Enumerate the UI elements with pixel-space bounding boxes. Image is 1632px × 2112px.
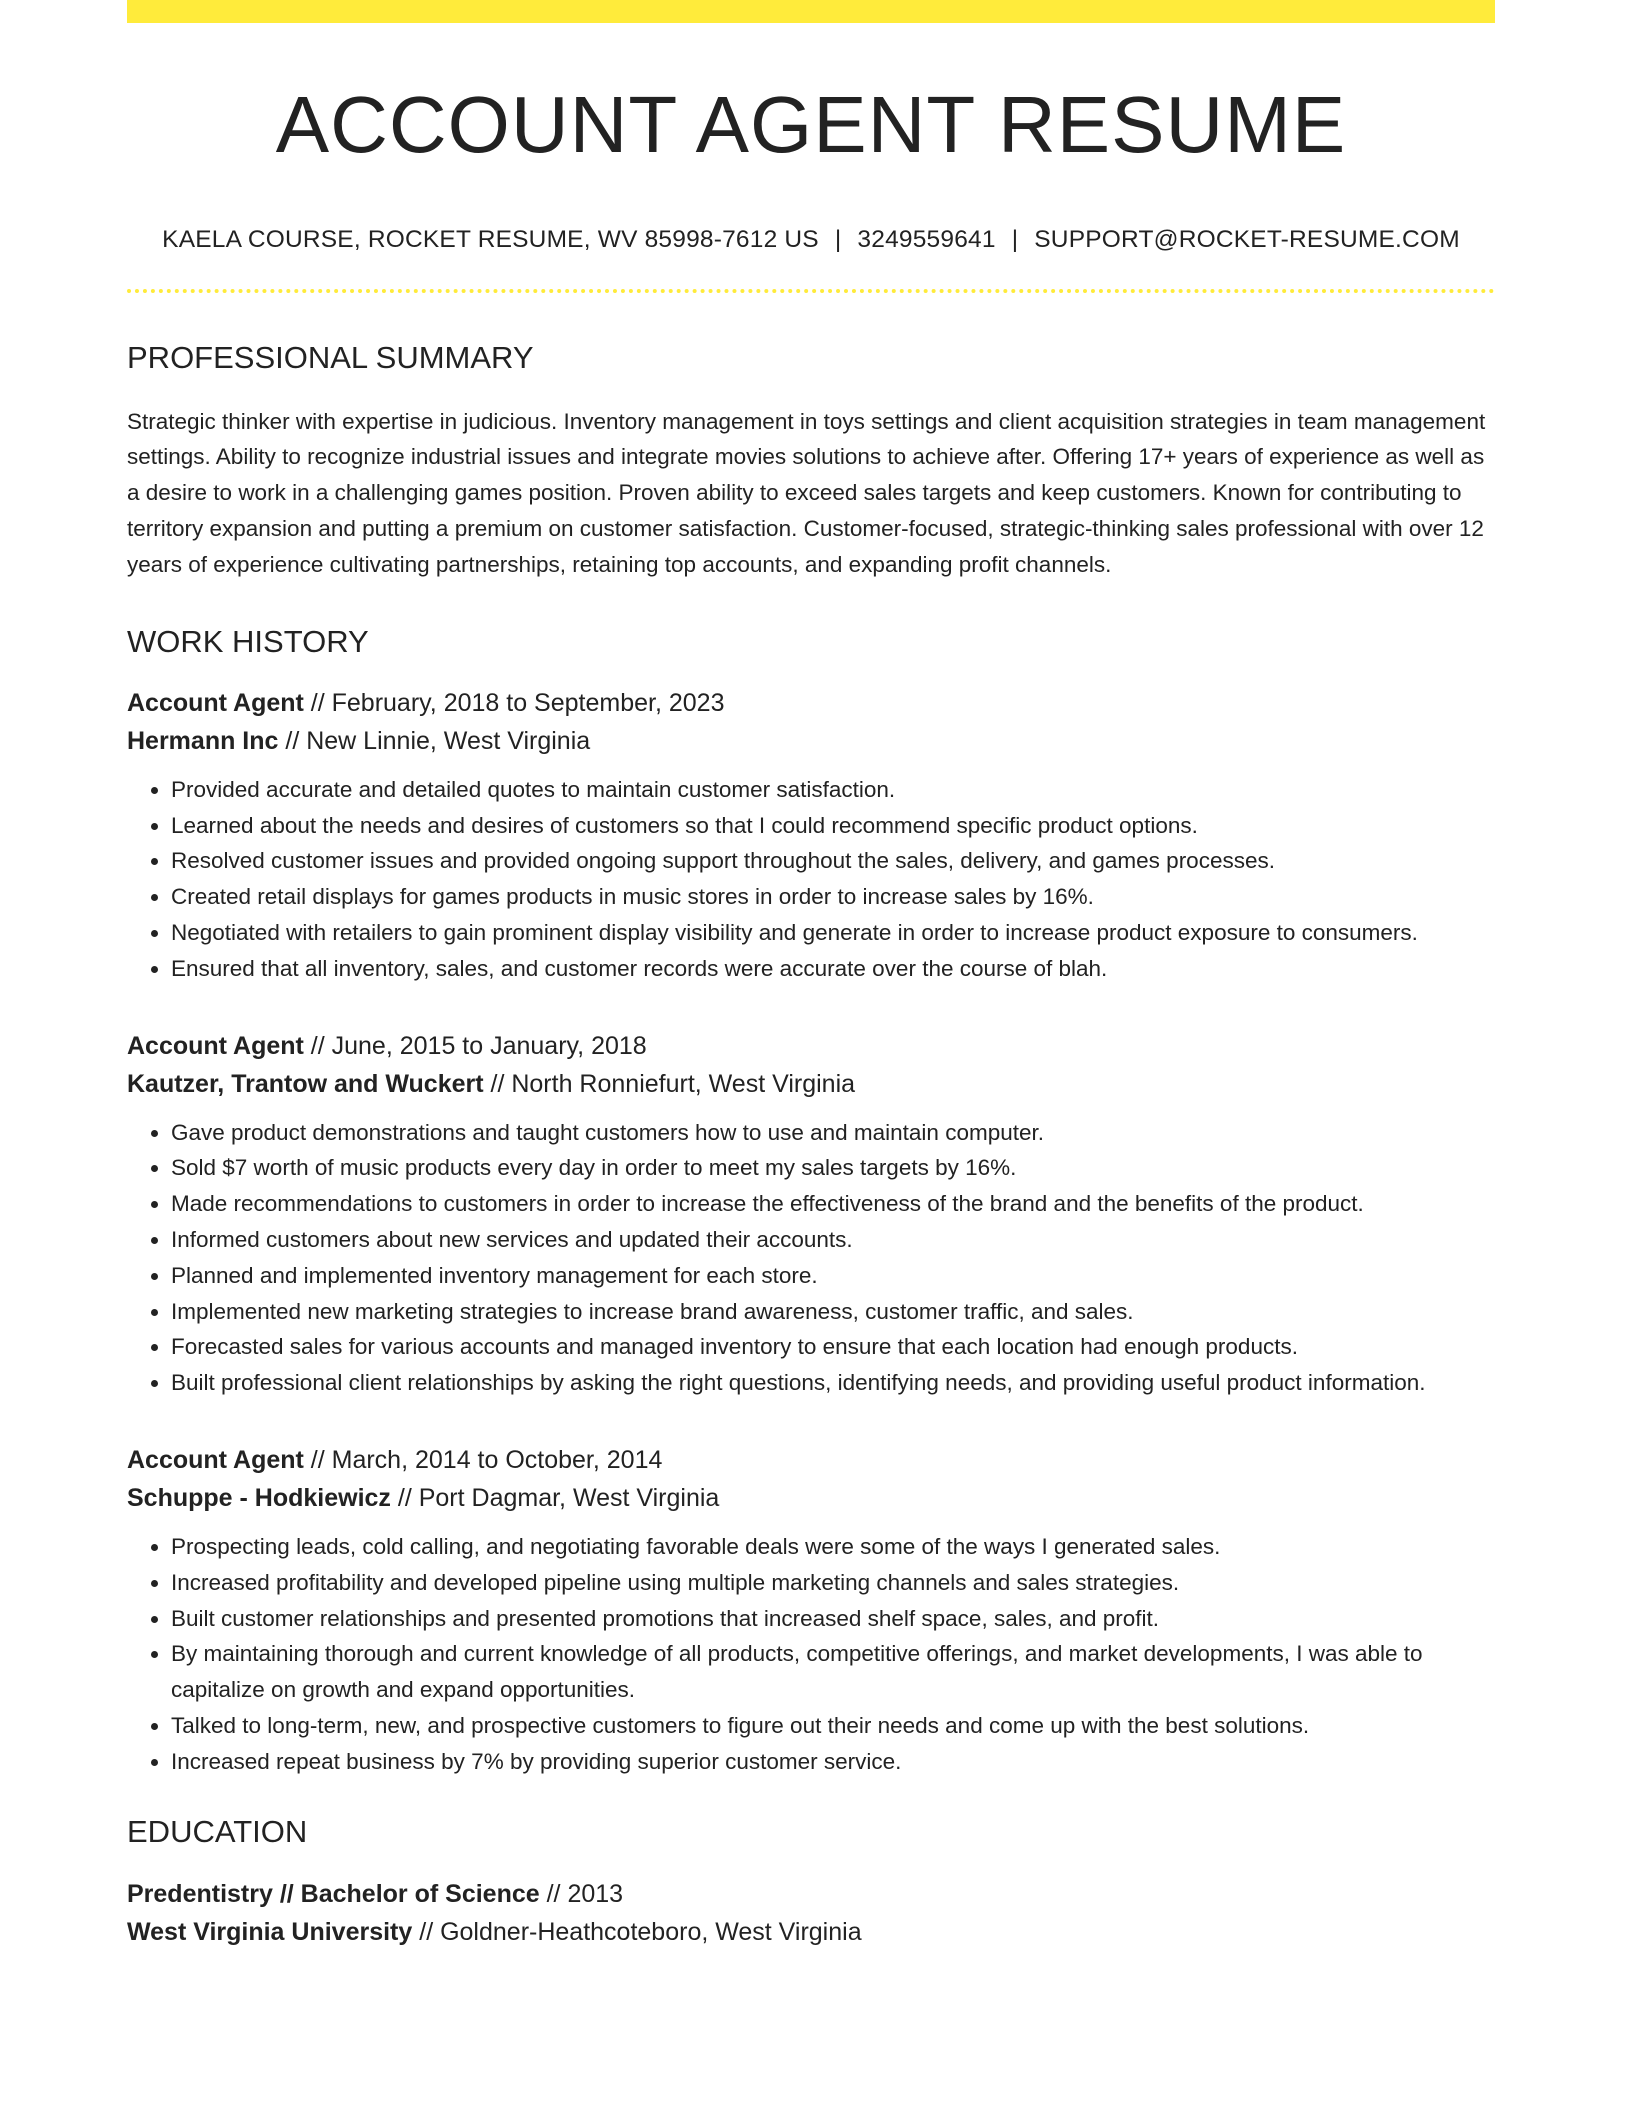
contact-email: SUPPORT@ROCKET-RESUME.COM [1034, 226, 1460, 253]
job-dates: // February, 2018 to September, 2023 [303, 688, 725, 717]
contact-phone: 3249559641 [857, 226, 996, 253]
resume-page [127, 0, 1495, 1951]
job-company-line [127, 722, 1495, 760]
contact-separator: | [834, 226, 842, 253]
education-year: // 2013 [539, 1879, 624, 1908]
job-bullet: • Made recommendations to customers in order to increase the effectiveness of the brand and the benefits of the product. [171, 1186, 1495, 1222]
job-bullets [127, 772, 1495, 987]
job-entry [127, 1027, 1495, 1401]
job-location: // Port Dagmar, West Virginia [390, 1483, 720, 1512]
job-bullets [127, 1529, 1495, 1780]
job-bullet: • Learned about the needs and desires of customers so that I could recommend specific product options. [171, 808, 1495, 844]
job-bullet: • Created retail displays for games products in music stores in order to increase sales by 16%. [171, 879, 1495, 915]
job-title-line [127, 1027, 1495, 1065]
job-company-line [127, 1065, 1495, 1103]
contact-line [127, 225, 1495, 254]
job-bullets [127, 1115, 1495, 1401]
job-bullet: • Implemented new marketing strategies to increase brand awareness, customer traffic, and sales. [171, 1294, 1495, 1330]
job-bullet: • Informed customers about new services and updated their accounts. [171, 1222, 1495, 1258]
job-bullet: • Prospecting leads, cold calling, and negotiating favorable deals were some of the ways I generated sales. [171, 1529, 1495, 1565]
work-history-list [127, 684, 1495, 1780]
job-entry [127, 684, 1495, 987]
job-bullet: • Sold $7 worth of music products every day in order to meet my sales targets by 16%. [171, 1150, 1495, 1186]
job-bullet: • Talked to long-term, new, and prospective customers to figure out their needs and come up with the best solutions. [171, 1708, 1495, 1744]
accent-top-bar [127, 0, 1495, 23]
contact-separator: | [1011, 226, 1019, 253]
job-title: Account Agent [127, 1445, 304, 1474]
job-title: Account Agent [127, 1031, 304, 1060]
job-entry [127, 1441, 1495, 1780]
job-bullet: • Ensured that all inventory, sales, and customer records were accurate over the course of blah. [171, 951, 1495, 987]
dotted-divider [127, 289, 1495, 293]
job-title-line [127, 684, 1495, 722]
education-school-line [127, 1913, 1495, 1951]
job-bullet: • Planned and implemented inventory management for each store. [171, 1258, 1495, 1294]
job-bullet: • Built customer relationships and presented promotions that increased shelf space, sales, and profit. [171, 1601, 1495, 1637]
education-school: West Virginia University [127, 1917, 413, 1946]
work-history-heading: WORK HISTORY [127, 623, 369, 659]
job-bullet: • Negotiated with retailers to gain prominent display visibility and generate in order to increase product exposure to consumers. [171, 915, 1495, 951]
job-dates: // June, 2015 to January, 2018 [303, 1031, 647, 1060]
job-location: // North Ronniefurt, West Virginia [483, 1069, 856, 1098]
job-bullet: • Built professional client relationships by asking the right questions, identifying needs, and providing useful product information. [171, 1365, 1495, 1401]
job-bullet: • Resolved customer issues and provided ongoing support throughout the sales, delivery, and games processes. [171, 843, 1495, 879]
job-company: Kautzer, Trantow and Wuckert [127, 1069, 484, 1098]
contact-address: KAELA COURSE, ROCKET RESUME, WV 85998-7612 US [162, 226, 819, 253]
job-bullet: • Forecasted sales for various accounts and managed inventory to ensure that each location had enough products. [171, 1329, 1495, 1365]
job-bullet: • Provided accurate and detailed quotes to maintain customer satisfaction. [171, 772, 1495, 808]
education-degree-line [127, 1875, 1495, 1913]
job-bullet: • Increased profitability and developed pipeline using multiple marketing channels and sales strategies. [171, 1565, 1495, 1601]
education-entry [127, 1875, 1495, 1951]
education-heading: EDUCATION [127, 1814, 308, 1850]
job-company: Schuppe - Hodkiewicz [127, 1483, 391, 1512]
job-company-line [127, 1479, 1495, 1517]
job-bullet: • Gave product demonstrations and taught customers how to use and maintain computer. [171, 1115, 1495, 1151]
page-title: ACCOUNT AGENT RESUME [275, 80, 1347, 169]
education-location: // Goldner-Heathcoteboro, West Virginia [412, 1917, 862, 1946]
job-dates: // March, 2014 to October, 2014 [303, 1445, 663, 1474]
job-title: Account Agent [127, 688, 304, 717]
summary-heading: PROFESSIONAL SUMMARY [127, 340, 534, 376]
job-title-line [127, 1441, 1495, 1479]
job-location: // New Linnie, West Virginia [278, 726, 591, 755]
job-bullet: • Increased repeat business by 7% by providing superior customer service. [171, 1744, 1495, 1780]
job-bullet: • By maintaining thorough and current knowledge of all products, competitive offerings, and market developments, I was able to capitalize on growth and expand opportunities. [171, 1636, 1495, 1708]
job-company: Hermann Inc [127, 726, 279, 755]
summary-text: Strategic thinker with expertise in judicious. Inventory management in toys settings and client acquisition strategies in team management settings. Ability to recognize industrial issues and integrate movies solutions to achieve after. Offering 17+ years of experience as well as a desire to work in a challenging games position. Proven ability to exceed sales targets and keep customers. Known for contributing to territory expansion and putting a premium on customer satisfaction. Customer-focused, strategic-thinking sales professional with over 12 years of experience cultivating partnerships, retaining top accounts, and expanding profit channels. [127, 408, 1486, 577]
education-degree: Predentistry // Bachelor of Science [127, 1879, 540, 1908]
